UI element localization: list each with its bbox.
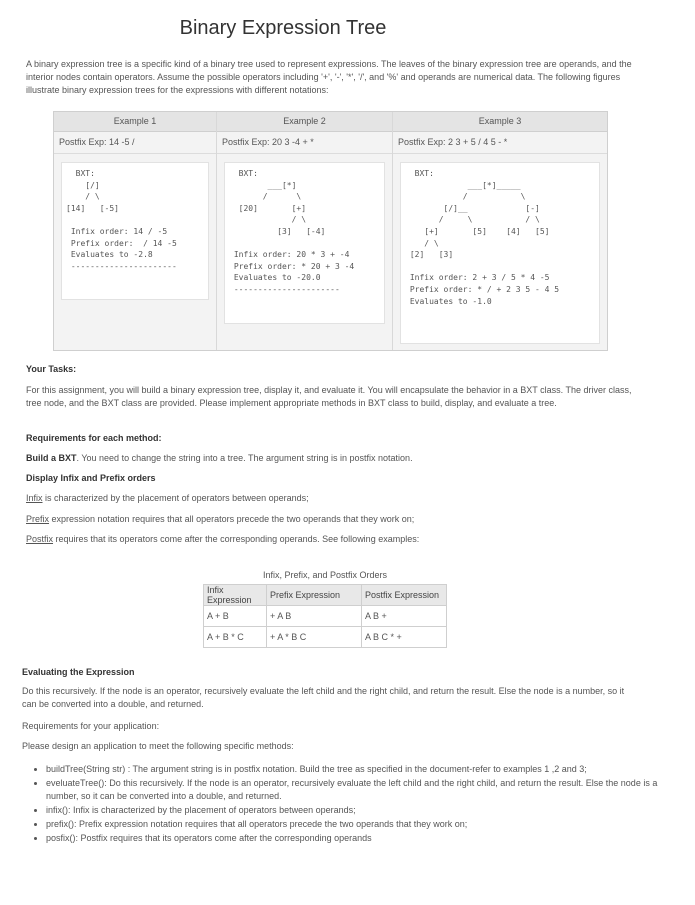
orders-cell: + A * B C <box>267 627 362 648</box>
orders-header-row <box>204 585 447 606</box>
display-heading: Display Infix and Prefix orders <box>26 473 156 483</box>
postfix-line <box>26 533 641 546</box>
example-3-header: Example 3 <box>393 112 607 132</box>
infix-line <box>26 492 641 505</box>
example-1-code: BXT: [/] / \ [14] [-5] Infix order: 14 / -5 Prefix order: / 14 -5 Evaluates to -2.8 ---------------------- <box>66 169 177 271</box>
list-item: • infix(): Infix is characterized by the placement of operators between operands; <box>46 804 661 817</box>
postfix-text: requires that its operators come after the corresponding operands. See following examples: <box>53 534 420 544</box>
orders-header-infix: Infix Expression <box>204 585 267 606</box>
infix-text: is characterized by the placement of operators between operands; <box>42 493 309 503</box>
orders-cell: A + B <box>204 606 267 627</box>
example-1-code-box <box>61 162 209 300</box>
example-2-header: Example 2 <box>217 112 392 132</box>
orders-header-postfix: Postfix Expression <box>362 585 447 606</box>
orders-cell: A B + <box>362 606 447 627</box>
evaluating-body: Do this recursively. If the node is an operator, recursively evaluate the left child and the right child, and return the result. Else the node is a number, so it can be converted into a double, and returned. <box>22 686 625 709</box>
example-3 <box>393 112 607 350</box>
list-item: • buildTree(String str) : The argument string is in postfix notation. Build the tree as specified in the document-refer to examples 1 ,2 and 3; <box>46 763 661 776</box>
method-list <box>22 763 661 846</box>
prefix-line <box>26 513 641 526</box>
design-line: Please design an application to meet the following specific methods: <box>22 741 294 751</box>
example-1-postfix: Postfix Exp: 14 -5 / <box>54 132 216 154</box>
example-2-postfix: Postfix Exp: 20 3 -4 + * <box>217 132 392 154</box>
table-row <box>204 606 447 627</box>
example-1 <box>54 112 217 350</box>
infix-term: Infix <box>26 493 43 503</box>
build-bxt-label: Build a BXT <box>26 453 77 463</box>
page-title: Binary Expression Tree <box>179 17 387 39</box>
build-bxt-line <box>26 452 641 465</box>
orders-cell: + A B <box>267 606 362 627</box>
example-3-code: BXT: ___[*]_____ / \ [/]__ [-] / \ / \ [+] [5] [4] [5] / \ [2] [3] Infix order: 2 + 3 / 5 * 4 -5 Prefix order: * / + 2 3 5 - 4 5 Evaluates to -1.0 <box>409 169 560 306</box>
example-2-code-box <box>224 162 385 324</box>
orders-caption: Infix, Prefix, and Postfix Orders <box>262 570 388 580</box>
list-item: • eveluateTree(): Do this recursively. If the node is an operator, recursively evaluate the left child and the right child, and return the result. Else the node is a number, so it can be converted into a double, and returned. <box>46 777 661 803</box>
table-row <box>204 627 447 648</box>
postfix-term: Postfix <box>26 534 54 544</box>
example-1-header: Example 1 <box>54 112 216 132</box>
build-bxt-text: . You need to change the string into a tree. The argument string is in postfix notation. <box>76 453 413 463</box>
prefix-text: expression notation requires that all operators precede the two operands that they work on; <box>49 514 415 524</box>
orders-cell: A + B * C <box>204 627 267 648</box>
requirements-app: Requirements for your application: <box>22 721 160 731</box>
intro-paragraph: A binary expression tree is a specific kind of a binary tree used to represent expressions. The leaves of the binary expression tree are operands, and the interior nodes contain operators. Assume the possible operators including '+', '-', '*', '/', and '%' and operands are numerical data. The following figures illustrate binary expression trees for the expressions with different notations: <box>26 59 632 95</box>
list-item: • posfix(): Postfix requires that its operators come after the corresponding operands <box>46 832 661 845</box>
tasks-heading: Your Tasks: <box>26 364 77 374</box>
evaluating-heading: Evaluating the Expression <box>22 667 135 677</box>
examples-table <box>53 111 608 351</box>
list-item: • prefix(): Prefix expression notation requires that all operators precede the two operands that they work on; <box>46 818 661 831</box>
example-3-postfix: Postfix Exp: 2 3 + 5 / 4 5 - * <box>393 132 607 154</box>
example-3-code-box <box>400 162 600 344</box>
example-2-code: BXT: ___[*] / \ [20] [+] / \ [3] [-4] Infix order: 20 * 3 + -4 Prefix order: * 20 + 3 -4 Evaluates to -20.0 ---------------------- <box>233 169 355 294</box>
prefix-term: Prefix <box>26 514 50 524</box>
requirements-heading: Requirements for each method: <box>26 433 162 443</box>
orders-table <box>203 584 447 648</box>
orders-cell: A B C * + <box>362 627 447 648</box>
orders-header-prefix: Prefix Expression <box>267 585 362 606</box>
tasks-body: For this assignment, you will build a binary expression tree, display it, and evaluate it. You will encapsulate the behavior in a BXT class. The driver class, tree node, and the BXT class are provided. Please implement appropriate methods in BXT class to build, display, and evaluate a tree. <box>26 385 632 408</box>
example-2 <box>217 112 393 350</box>
